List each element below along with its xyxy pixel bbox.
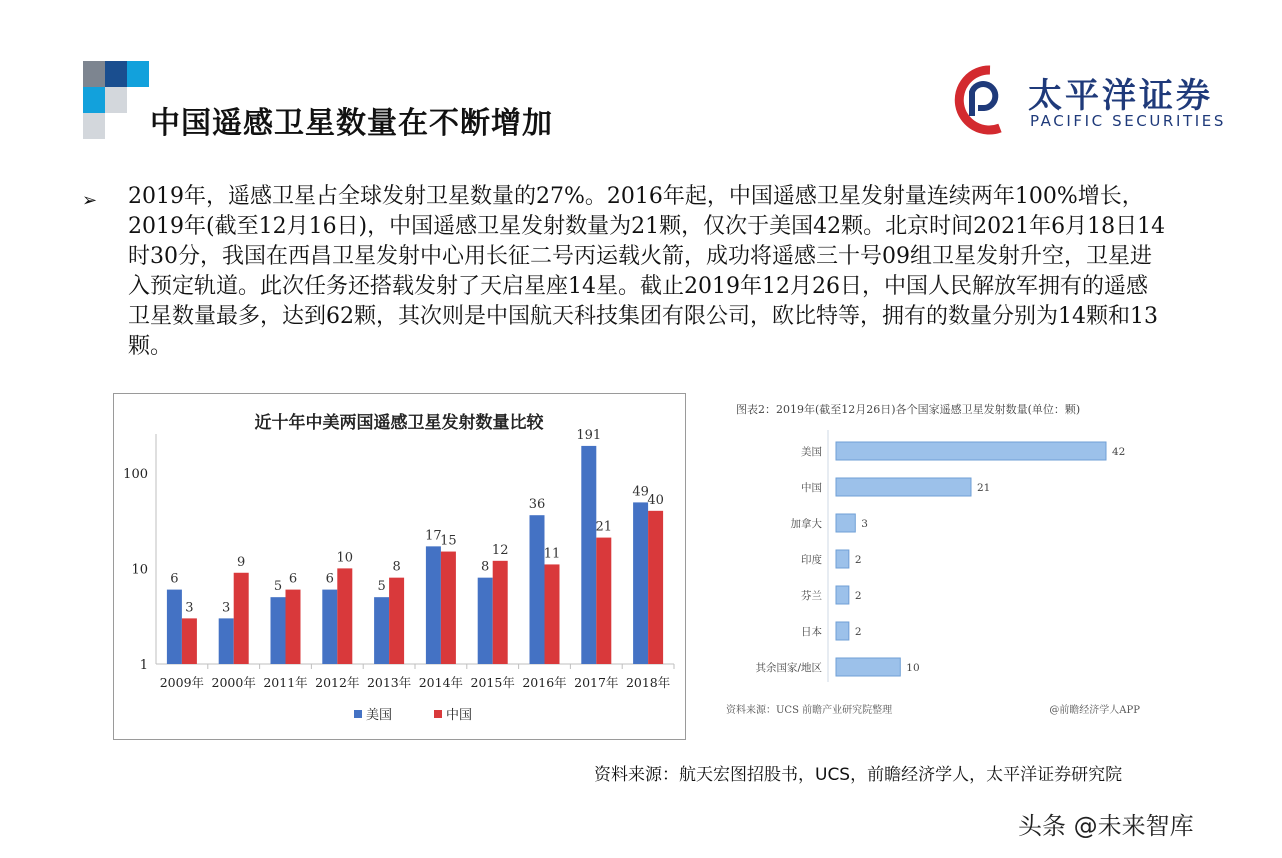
bar-usa	[322, 590, 337, 664]
bar-usa	[581, 446, 596, 664]
chart1-title: 近十年中美两国遥感卫星发射数量比较	[254, 413, 544, 433]
bar-china	[596, 538, 611, 664]
bullet-arrow-icon: ➢	[82, 190, 98, 211]
bar-usa	[271, 597, 286, 664]
legend-label: 美国	[366, 708, 393, 723]
y-tick-label: 100	[123, 466, 148, 482]
logo-english-name: PACIFIC SECURITIES	[1030, 112, 1226, 130]
pacific-logo-icon	[950, 64, 1014, 136]
x-tick-label: 2012年	[315, 675, 360, 690]
data-label: 36	[528, 497, 546, 513]
bar-china	[545, 564, 560, 664]
horizontal-bar	[836, 658, 900, 676]
decor-square	[127, 61, 149, 87]
bar-category-label: 加拿大	[790, 518, 822, 530]
data-label: 8	[392, 559, 401, 575]
chart2-title: 图表2：2019年(截至12月26日)各个国家遥感卫星发射数量(单位：颗)	[736, 403, 1081, 416]
chart2-app-note: @前瞻经济学人APP	[1049, 705, 1140, 716]
bar-value-label: 2	[854, 590, 862, 602]
bar-category-label: 日本	[801, 626, 822, 638]
x-tick-label: 2018年	[625, 675, 671, 690]
x-tick-label: 2013年	[366, 675, 412, 690]
bar-value-label: 2	[854, 626, 862, 638]
decor-square	[105, 61, 127, 87]
x-tick-label: 2014年	[418, 675, 464, 690]
chart1-svg	[114, 394, 685, 739]
data-label: 12	[491, 542, 509, 558]
legend-swatch	[354, 710, 362, 718]
data-label: 49	[632, 484, 649, 500]
horizontal-bar	[836, 622, 849, 640]
decor-square	[83, 113, 105, 139]
bar-value-label: 3	[861, 518, 868, 530]
data-label: 21	[595, 519, 613, 535]
data-label: 11	[543, 546, 561, 562]
data-label: 17	[425, 528, 442, 544]
bar-value-label: 21	[977, 482, 991, 494]
bar-china	[441, 552, 456, 664]
data-label: 40	[647, 492, 664, 508]
bar-china	[234, 573, 249, 664]
bar-usa	[374, 597, 389, 664]
horizontal-bar	[836, 442, 1106, 460]
horizontal-bar	[836, 478, 971, 496]
data-label: 6	[170, 571, 179, 587]
y-tick-label: 1	[139, 658, 148, 673]
decor-square	[105, 87, 127, 113]
chart-countries-horizontal	[700, 395, 1180, 725]
horizontal-bar	[836, 550, 849, 568]
bar-category-label: 印度	[801, 554, 822, 566]
bar-value-label: 42	[1112, 446, 1126, 458]
data-label: 15	[440, 533, 457, 549]
data-label: 6	[325, 571, 334, 587]
bar-usa	[633, 502, 648, 664]
bar-usa	[167, 590, 182, 664]
bar-china	[648, 511, 663, 664]
watermark: 头条 @未来智库	[1018, 812, 1194, 840]
company-logo	[950, 64, 1250, 136]
bar-category-label: 其余国家/地区	[755, 662, 822, 674]
data-label: 8	[481, 559, 490, 575]
bar-category-label: 中国	[801, 482, 822, 494]
x-tick-label: 2009年	[159, 675, 205, 690]
bar-china	[337, 568, 352, 664]
data-label: 3	[222, 600, 231, 616]
data-label: 10	[336, 550, 354, 566]
data-label: 9	[237, 554, 246, 570]
y-tick-label: 10	[131, 562, 148, 578]
data-label: 6	[288, 571, 298, 587]
bar-china	[286, 590, 301, 664]
x-tick-label: 2017年	[574, 675, 619, 690]
bar-usa	[478, 578, 493, 664]
bar-china	[389, 578, 404, 664]
horizontal-bar	[836, 586, 849, 604]
x-tick-label: 2015年	[470, 675, 515, 690]
horizontal-bar	[836, 514, 855, 532]
decor-square	[83, 61, 105, 87]
x-tick-label: 2011年	[263, 675, 308, 690]
chart2-source-note: 资料来源：UCS 前瞻产业研究院整理	[726, 705, 893, 716]
decor-square	[83, 87, 105, 113]
chart-us-china-comparison	[113, 393, 686, 740]
x-tick-label: 2016年	[522, 675, 567, 690]
page-title: 中国遥感卫星数量在不断增加	[150, 106, 553, 141]
data-label: 3	[185, 600, 194, 616]
bar-usa	[426, 546, 441, 664]
bar-category-label: 芬兰	[801, 590, 822, 602]
bar-china	[493, 561, 508, 664]
body-paragraph: 2019年，遥感卫星占全球发射卫星数量的27%。2016年起，中国遥感卫星发射量连续两年100%增长，2019年(截至12月16日)，中国遥感卫星发射数量为21颗，仅次于美国42颗。北京时间2021年6月18日14时30分，我国在西昌卫星发射中心用长征二号丙运载火箭，成功将遥感三十号09组卫星发射升空，卫星进入预定轨道。此次任务还搭载发射了天启星座14星。截止2019年12月26日，中国人民解放军拥有的遥感卫星数量最多，达到62颗，其次则是中国航天科技集团有限公司，欧比特等，拥有的数量分别为14颗和13颗。	[128, 184, 1166, 359]
legend-label: 中国	[446, 708, 473, 723]
source-note: 资料来源：航天宏图招股书，UCS，前瞻经济学人，太平洋证券研究院	[594, 765, 1123, 785]
bar-category-label: 美国	[801, 446, 822, 458]
bar-usa	[219, 618, 234, 664]
bar-usa	[530, 515, 545, 664]
x-tick-label: 2000年	[211, 675, 256, 690]
bar-value-label: 10	[906, 662, 920, 674]
data-label: 5	[273, 579, 283, 595]
logo-chinese-name: 太平洋证券	[1028, 76, 1213, 116]
data-label: 191	[576, 427, 602, 443]
bar-china	[182, 618, 197, 664]
data-label: 5	[377, 579, 386, 595]
legend-swatch	[434, 710, 442, 718]
bar-value-label: 2	[854, 554, 862, 566]
